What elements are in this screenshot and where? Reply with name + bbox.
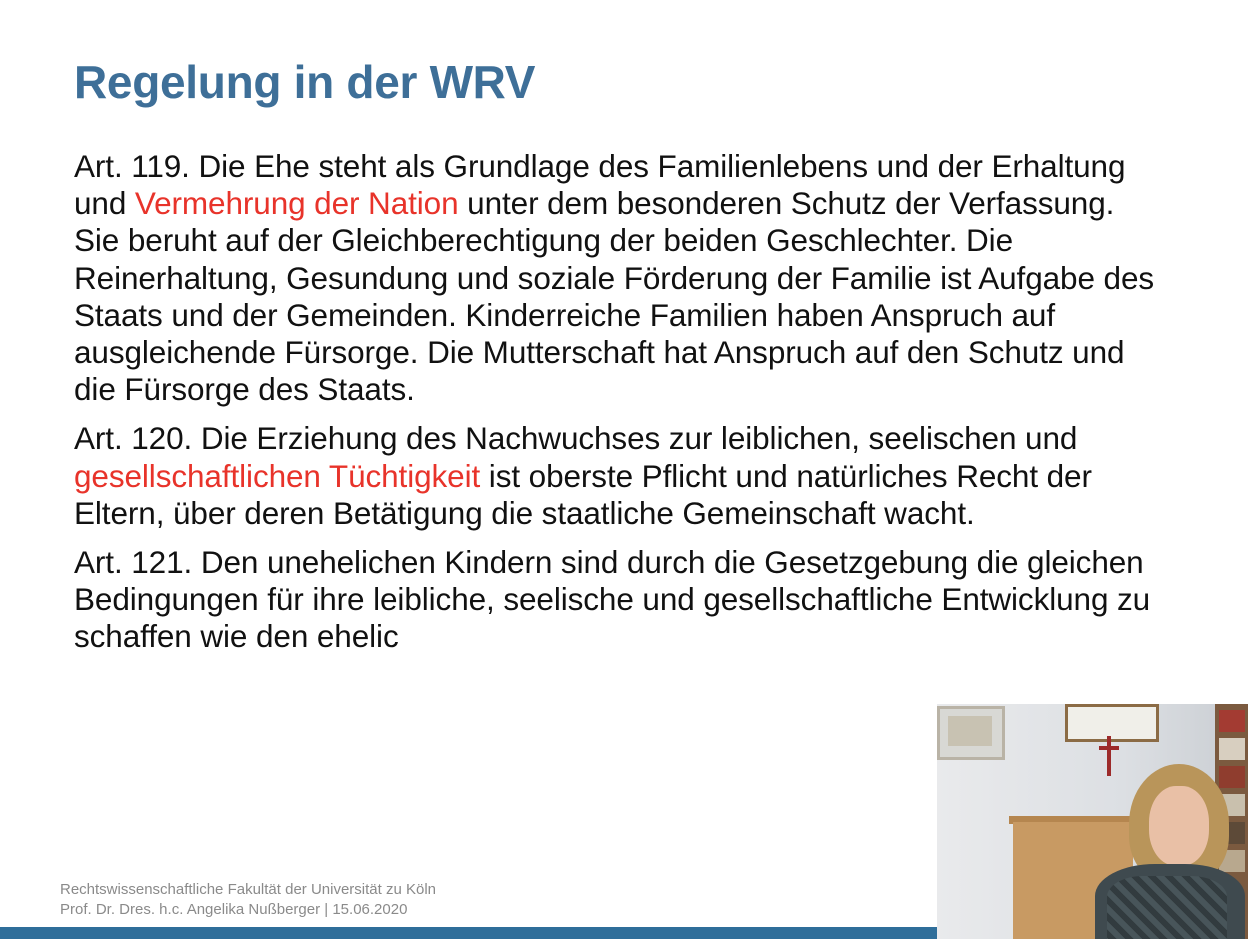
article-119-text-b: unter dem besonderen Schutz der Verfassung. Sie beruht auf der Gleichberechtigung der beiden Geschlechter. Die Reinerhaltung, Gesundung und soziale Förderung der Familie ist Aufgabe des Staats und der Gemeinden. Kinderreiche Familien haben Anspruch auf ausgleichende Fürsorge. Die Mutterschaft hat Anspruch auf den Schutz und die Fürsorge des Staats.: [74, 185, 1155, 408]
article-120-text-a: Art. 120. Die Erziehung des Nachwuchses zur leiblichen, seelischen und: [74, 420, 1078, 457]
article-121-text-a: Art. 121. Den unehelichen Kindern sind durch die Gesetzgebung die gleichen Bedingungen für ihre leibliche, seelische und gesellschaftliche Entwicklung zu schaffen wie den ehelic: [74, 544, 1151, 655]
slide-footer: [60, 880, 436, 920]
book: [1219, 766, 1245, 788]
wall-crucifix: [1107, 736, 1111, 776]
wall-picture-left: [937, 706, 1005, 760]
footer-author-date: Prof. Dr. Dres. h.c. Angelika Nußberger | 15.06.2020: [60, 901, 408, 918]
presenter-jacket-pattern: [1107, 876, 1227, 939]
wall-picture-left-inner: [948, 716, 992, 746]
article-120: [74, 420, 1164, 532]
slide-title: Regelung in der WRV: [74, 56, 536, 108]
slide-body: [74, 148, 1164, 668]
article-119: [74, 148, 1164, 408]
article-119-highlight: Vermehrung der Nation: [134, 185, 459, 222]
book: [1219, 738, 1245, 760]
book: [1219, 710, 1245, 732]
article-120-text-b: ist oberste Pflicht und natürliches Recht der Eltern, über deren Betätigung die staatliche Gemeinschaft wacht.: [74, 457, 1092, 531]
presenter-video-feed[interactable]: [937, 704, 1248, 939]
wall-crucifix-bar: [1099, 746, 1119, 750]
wall-picture-center: [1065, 704, 1159, 742]
footer-faculty: Rechtswissenschaftliche Fakultät der Universität zu Köln: [60, 881, 436, 898]
article-119-text-a: Art. 119. Die Ehe steht als Grundlage des Familienlebens und der Erhaltung und: [74, 148, 1126, 222]
presenter-face: [1149, 786, 1209, 866]
article-121: [74, 544, 1164, 656]
article-120-highlight: gesellschaftlichen Tüchtigkeit: [74, 457, 481, 494]
